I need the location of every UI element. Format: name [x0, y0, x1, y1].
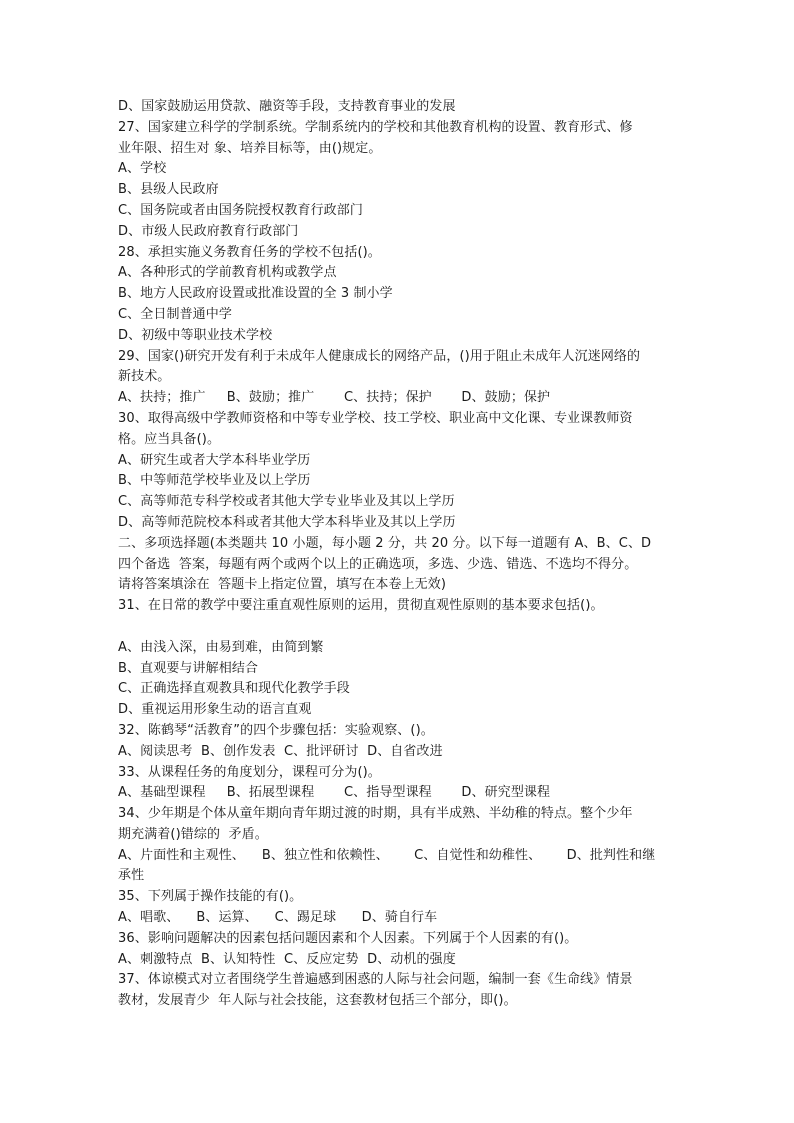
text-line: A、各种形式的学前教育机构或教学点: [118, 265, 337, 281]
text-line: A、研究生或者大学本科毕业学历: [118, 452, 311, 468]
text-line: A、学校: [118, 161, 167, 177]
text-line: 承性: [118, 868, 145, 884]
text-line: A、由浅入深，由易到难，由简到繁: [118, 639, 324, 655]
text-line: C、正确选择直观教具和现代化教学手段: [118, 681, 350, 697]
text-line: A、片面性和主观性、 B、独立性和依赖性、 C、自觉性和幼稚性、 D、批判性和继: [118, 847, 656, 863]
text-line: 格。应当具备()。: [118, 431, 221, 447]
text-line: C、高等师范专科学校或者其他大学专业毕业及其以上学历: [118, 494, 455, 510]
text-line: 31、在日常的教学中要注重直观性原则的运用，贯彻直观性原则的基本要求包括()。: [118, 598, 604, 614]
text-line: 36、影响问题解决的因素包括问题因素和个人因素。下列属于个人因素的有()。: [118, 930, 578, 946]
text-line: 37、体谅模式对立者围绕学生普遍感到困惑的人际与社会问题，编制一套《生命线》情景: [118, 972, 633, 988]
text-line: 30、取得高级中学教师资格和中等专业学校、技工学校、职业高中文化课、专业课教师资: [118, 410, 633, 426]
blank-line: [118, 617, 678, 638]
text-line: A、基础型课程 B、拓展型课程 C、指导型课程 D、研究型课程: [118, 785, 551, 801]
text-line: 期充满着()错综的 矛盾。: [118, 826, 268, 842]
text-line: C、全日制普通中学: [118, 306, 232, 322]
text-line: 27、国家建立科学的学制系统。学制系统内的学校和其他教育机构的设置、教育形式、修: [118, 119, 633, 135]
text-line: 请将答案填涂在 答题卡上指定位置，填写在本卷上无效): [118, 577, 447, 593]
text-line: A、阅读思考 B、创作发表 C、批评研讨 D、自省改进: [118, 743, 443, 759]
text-line: 新技术。: [118, 369, 171, 385]
text-line: 33、从课程任务的角度划分，课程可分为()。: [118, 764, 381, 780]
text-line: 32、陈鹤琴“活教育”的四个步骤包括：实验观察、()。: [118, 722, 434, 738]
text-line: 35、下列属于操作技能的有()。: [118, 889, 303, 905]
text-line: 四个备选 答案，每题有两个或两个以上的正确选项，多选、少选、错选、不选均不得分。: [118, 556, 638, 572]
text-line: C、国务院或者由国务院授权教育行政部门: [118, 202, 363, 218]
text-line: 28、承担实施义务教育任务的学校不包括()。: [118, 244, 381, 260]
text-line: D、市级人民政府教育行政部门: [118, 223, 299, 239]
text-line: 业年限、招生对 象、培养目标等，由()规定。: [118, 140, 382, 156]
text-line: D、国家鼓励运用贷款、融资等手段，支持教育事业的发展: [118, 99, 456, 114]
text-line: D、高等师范院校本科或者其他大学本科毕业及其以上学历: [118, 514, 456, 530]
text-line: A、刺激特点 B、认知特性 C、反应定势 D、动机的强度: [118, 951, 456, 967]
text-line: 29、国家()研究开发有利于未成年人健康成长的网络产品，()用于阻止未成年人沉迷网络的: [118, 348, 641, 364]
text-line: B、直观要与讲解相结合: [118, 660, 259, 676]
text-line: 34、少年期是个体从童年期向青年期过渡的时期，具有半成熟、半幼稚的特点。整个少年: [118, 806, 633, 822]
text-line: D、初级中等职业技术学校: [118, 327, 273, 343]
text-line: B、县级人民政府: [118, 182, 219, 198]
text-line: 教材，发展青少 年人际与社会技能，这套教材包括三个部分，即()。: [118, 993, 517, 1009]
text-line: B、地方人民政府设置或批准设置的全 3 制小学: [118, 286, 393, 302]
document-page: [118, 97, 678, 1012]
text-line: A、扶持；推广 B、鼓励；推广 C、扶持；保护 D、鼓励；保护: [118, 390, 551, 406]
text-line: A、唱歌、 B、运算、 C、踢足球 D、骑自行车: [118, 910, 438, 926]
text-line: D、重视运用形象生动的语言直观: [118, 702, 312, 718]
text-line: B、中等师范学校毕业及以上学历: [118, 473, 311, 489]
text-line: 二、多项选择题(本类题共 10 小题，每小题 2 分，共 20 分。以下每一道题有 A、B、C、D: [118, 535, 652, 551]
